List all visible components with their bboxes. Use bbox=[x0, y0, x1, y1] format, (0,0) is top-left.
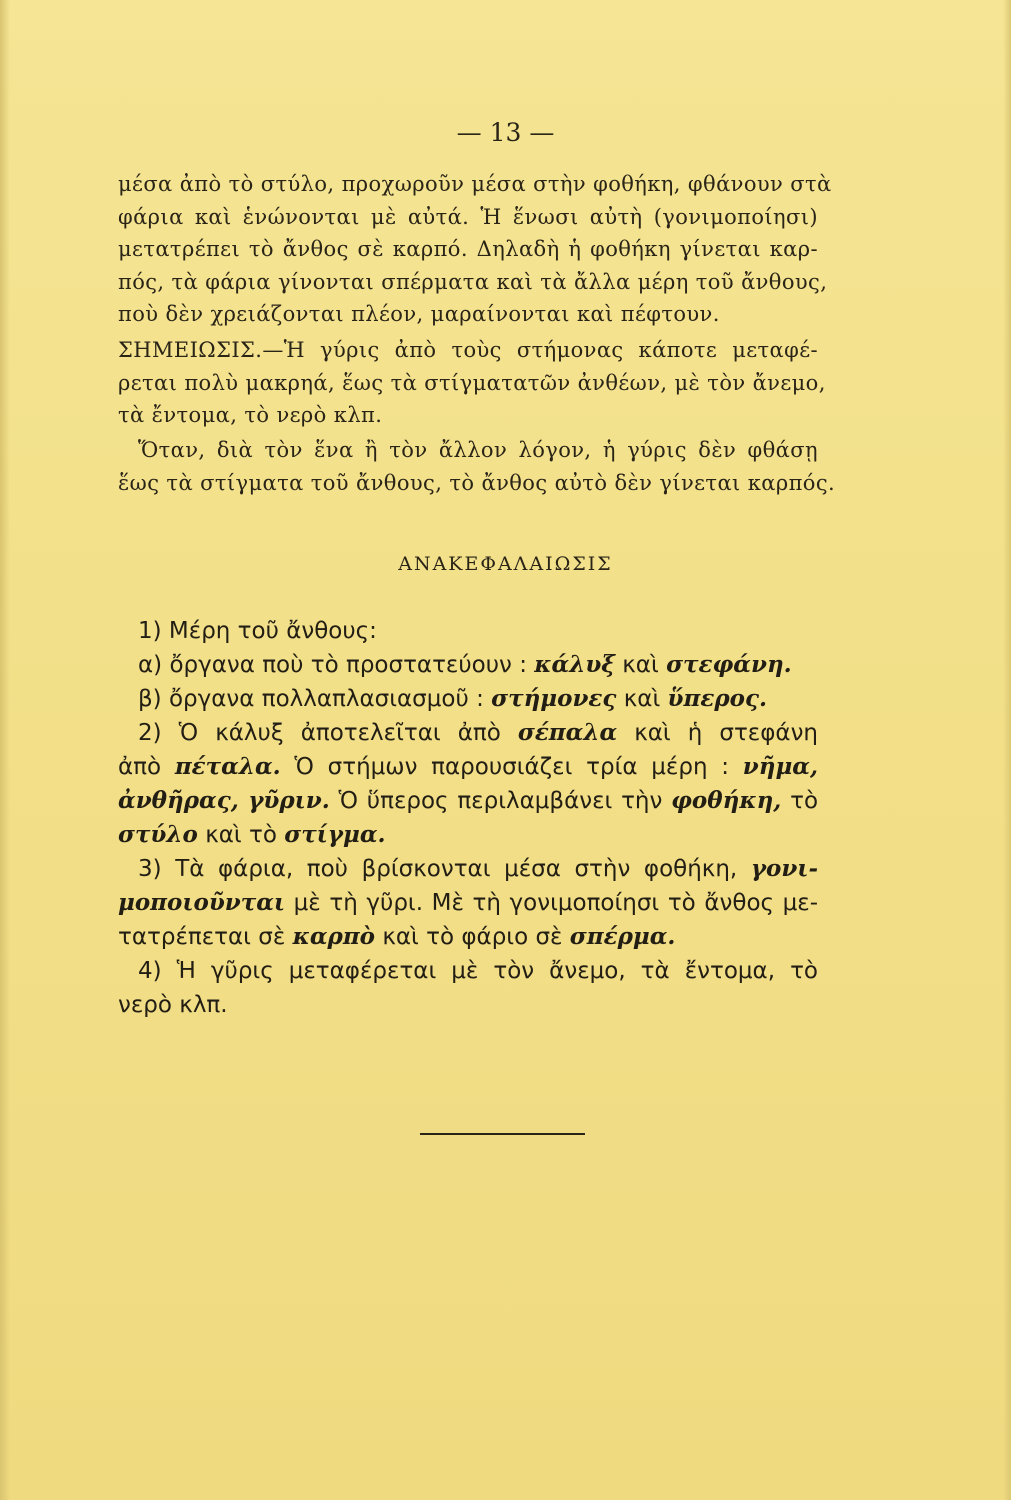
summary-heading: ΑΝΑΚΕΦΑΛΑΙΩΣΙΣ bbox=[398, 553, 613, 575]
text-line: ποὺ δὲν χρειάζονται πλέον, μαραίνονται καὶ πέφτουν. bbox=[118, 302, 720, 326]
page-number: — 13 — bbox=[456, 118, 555, 147]
text-line: Ὅταν, διὰ τὸν ἕνα ἢ τὸν ἄλλον λόγον, ἡ γύρις δὲν φθάσῃ bbox=[138, 438, 818, 462]
summary-line: 2) Ὁ κάλυξ ἀποτελεῖται ἀπὸ σέπαλα καὶ ἡ στεφάνη bbox=[138, 719, 818, 746]
text-line: μετατρέπει τὸ ἄνθος σὲ καρπό. Δηλαδὴ ἡ φοθήκη γίνεται καρ- bbox=[118, 237, 818, 261]
summary-line: τατρέπεται σὲ καρπὸ καὶ τὸ φάριο σὲ σπέρμα. bbox=[118, 923, 676, 950]
text-line: ΣΗΜΕΙΩΣΙΣ.—Ἡ γύρις ἀπὸ τοὺς στήμονας κάποτε μεταφέ- bbox=[118, 338, 818, 362]
page-edge-left bbox=[0, 0, 10, 1500]
paragraph-note bbox=[118, 334, 826, 432]
summary-line: ἀνθῆρας, γῦριν. Ὁ ὕπερος περιλαμβάνει τὴν φοθήκη, τὸ bbox=[118, 787, 819, 814]
text-line: πός, τὰ φάρια γίνονται σπέρματα καὶ τὰ ἄλλα μέρη τοῦ ἄνθους, bbox=[118, 269, 828, 294]
text-line: ἕως τὰ στίγματα τοῦ ἄνθους, τὸ ἄνθος αὐτὸ δὲν γίνεται καρπός. bbox=[118, 470, 836, 495]
paragraph-fertilization bbox=[118, 168, 832, 331]
paragraph-pollen bbox=[118, 434, 836, 499]
text-line: τὰ ἔντομα, τὸ νερὸ κλπ. bbox=[118, 403, 383, 427]
end-rule bbox=[420, 1133, 585, 1135]
summary-list bbox=[118, 614, 818, 1022]
text-line: ρεται πολὺ μακρηά, ἕως τὰ στίγματατῶν ἀνθέων, μὲ τὸν ἄνεμο, bbox=[118, 370, 826, 395]
summary-line: β) ὄργανα πολλαπλασιασμοῦ : στήμονες καὶ ὕπερος. bbox=[138, 685, 767, 712]
page-edge-right bbox=[1003, 0, 1011, 1500]
summary-line: α) ὄργανα ποὺ τὸ προστατεύουν : κάλυξ καὶ στεφάνη. bbox=[138, 651, 792, 678]
summary-line: ἀπὸ πέταλα. Ὁ στήμων παρουσιάζει τρία μέρη : νῆμα, bbox=[118, 753, 819, 780]
summary-line: 4) Ἡ γῦρις μεταφέρεται μὲ τὸν ἄνεμο, τὰ ἔντομα, τὸ bbox=[138, 958, 818, 984]
summary-line: νερὸ κλπ. bbox=[118, 992, 228, 1018]
summary-line: 3) Τὰ φάρια, ποὺ βρίσκονται μέσα στὴν φοθήκη, γονι- bbox=[138, 855, 818, 882]
summary-line: στύλο καὶ τὸ στίγμα. bbox=[118, 821, 386, 848]
summary-line: μοποιοῦνται μὲ τὴ γῦρι. Μὲ τὴ γονιμοποίησι τὸ ἄνθος με- bbox=[118, 889, 819, 916]
text-line: μέσα ἀπὸ τὸ στύλο, προχωροῦν μέσα στὴν φοθήκη, φθάνουν στὰ bbox=[118, 172, 832, 196]
text-line: φάρια καὶ ἑνώνονται μὲ αὐτά. Ἡ ἕνωσι αὐτὴ (γονιμοποίησι) bbox=[118, 204, 818, 229]
summary-line: 1) Μέρη τοῦ ἄνθους: bbox=[138, 618, 377, 644]
